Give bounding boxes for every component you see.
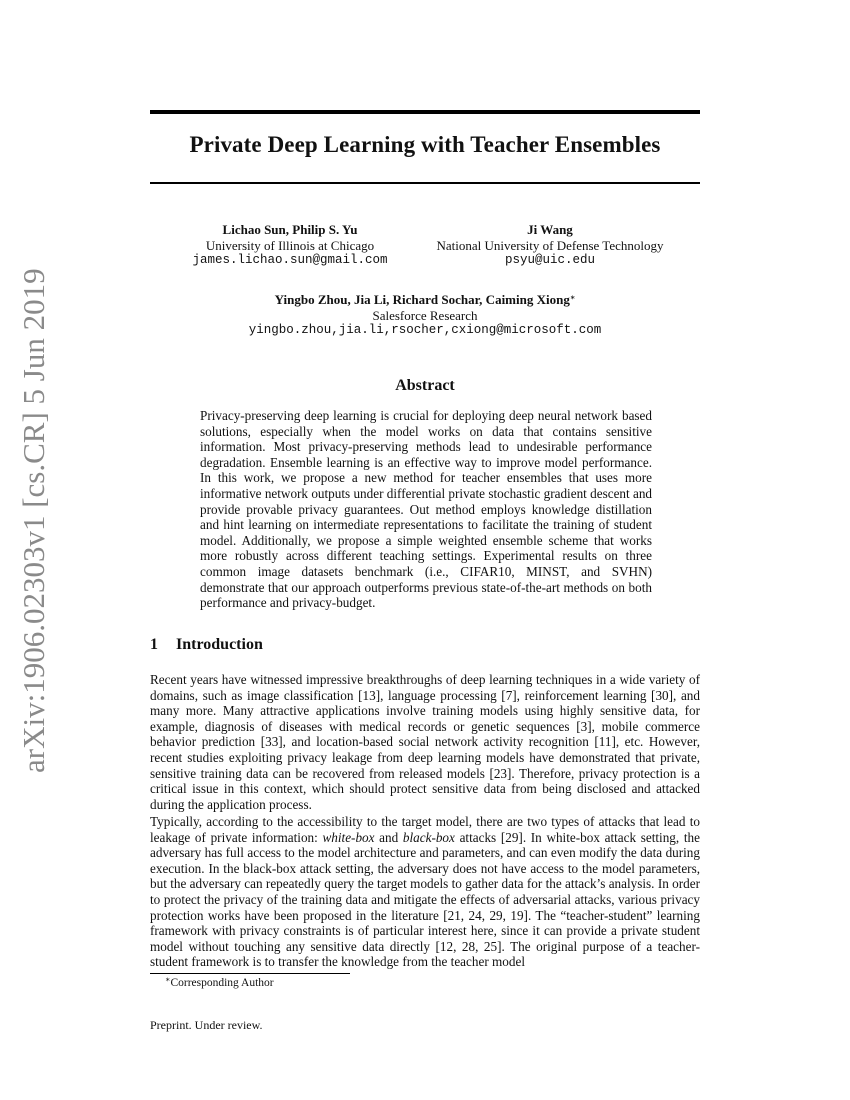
emphasis-black-box: black-box <box>402 829 455 845</box>
author-affiliation: National University of Defense Technology <box>436 237 664 253</box>
author-names <box>150 292 700 308</box>
arxiv-identifier: arXiv:1906.02303v1 [cs.CR] 5 Jun 2019 <box>16 268 51 773</box>
title-top-rule <box>150 110 700 114</box>
author-names: Lichao Sun, Philip S. Yu <box>222 222 358 237</box>
paragraph-text: attacks [29]. In white-box attack setting, the adversary has full access to the model architecture and parameters, and can even modify the data during execution. In the black-box attack setting, the adversary does not have access to the model parameters, but the adversary can repeatedly query the target models to gather data for the attack’s analysis. In order to protect the privacy of the training data and mitigate the effects of adversarial attacks, various privacy protection works have been proposed in the literature [21, 24, 29, 19]. The “teacher-student” learning framework with privacy constraints is of particular interest here, since it can provide a private student model without touching any sensitive data directly [12, 28, 25]. The original purpose of a teacher-student framework is to transfer the knowledge from the teacher model <box>150 829 700 970</box>
emphasis-white-box: white-box <box>322 829 375 845</box>
author-email[interactable]: james.lichao.sun@gmail.com <box>192 253 388 267</box>
author-names: Ji Wang <box>527 222 573 237</box>
author-email[interactable]: psyu@uic.edu <box>504 253 595 267</box>
author-affiliation: Salesforce Research <box>372 307 478 323</box>
footnote <box>165 977 274 989</box>
footnote-text: Corresponding Author <box>170 977 274 989</box>
abstract-heading: Abstract <box>395 377 455 394</box>
author-names-text: Yingbo Zhou, Jia Li, Richard Sochar, Caiming Xiong <box>274 292 570 307</box>
intro-paragraph-2 <box>150 814 700 970</box>
author-block-salesforce <box>150 292 700 339</box>
section-title: Introduction <box>176 636 263 653</box>
preprint-notice: Preprint. Under review. <box>150 1018 263 1032</box>
title-bottom-rule <box>150 182 700 184</box>
abstract-text: Privacy-preserving deep learning is crucial for deploying deep neural network based solutions, especially when the model works on data that contains sensitive information. Most privacy-preserving methods lead to undesirable performance degradation. Ensemble learning is an effective way to improve model performance. In this work, we propose a new method for teacher ensembles that uses more informative network outputs under differential private stochastic gradient descent and provide provable privacy guarantees. Out method employs knowledge distillation and hint learning on intermediate representations to facilitate the training of student model. Additionally, we propose a simple weighted ensemble scheme that works more robustly across different teaching settings. Experimental results on three common image datasets benchmark (i.e., CIFAR10, MINST, and SVHN) demonstrate that our approach outperforms previous state-of-the-art methods on both performance and privacy-budget. <box>200 408 653 611</box>
footnote-mark: ∗ <box>165 975 171 984</box>
author-block-nudt <box>410 222 690 269</box>
paragraph-text: and <box>374 829 403 845</box>
author-affiliation: University of Illinois at Chicago <box>205 237 375 253</box>
section-heading-introduction <box>150 636 263 654</box>
section-number: 1 <box>150 636 158 653</box>
footnote-rule <box>150 973 350 974</box>
author-email[interactable]: yingbo.zhou,jia.li,rsocher,cxiong@microsoft.com <box>248 323 602 337</box>
paper-title: Private Deep Learning with Teacher Ensembles <box>189 132 661 157</box>
footnote-marker[interactable]: ∗ <box>569 293 576 302</box>
author-block-uic <box>160 222 420 269</box>
paragraph-text: Typically, according to the accessibility to the target model, there are two types of attacks that lead to leakage of private information: <box>150 814 700 845</box>
intro-paragraph-1: Recent years have witnessed impressive breakthroughs of deep learning techniques in a wide variety of domains, such as image classification [13], language processing [7], reinforcement learning [30], and many more. Many attractive applications involve training models using highly sensitive data, for example, diagnosis of diseases with medical records or genetic sequences [3], mobile commerce behavior prediction [33], and location-based social network activity recognition [11], etc. However, recent studies exploiting privacy leakage from deep learning models have demonstrated that private, sensitive training data can be recovered from released models [23]. Therefore, privacy protection is a critical issue in this context, which should protect sensitive data from being disclosed and attacked during the application process. <box>150 672 700 812</box>
